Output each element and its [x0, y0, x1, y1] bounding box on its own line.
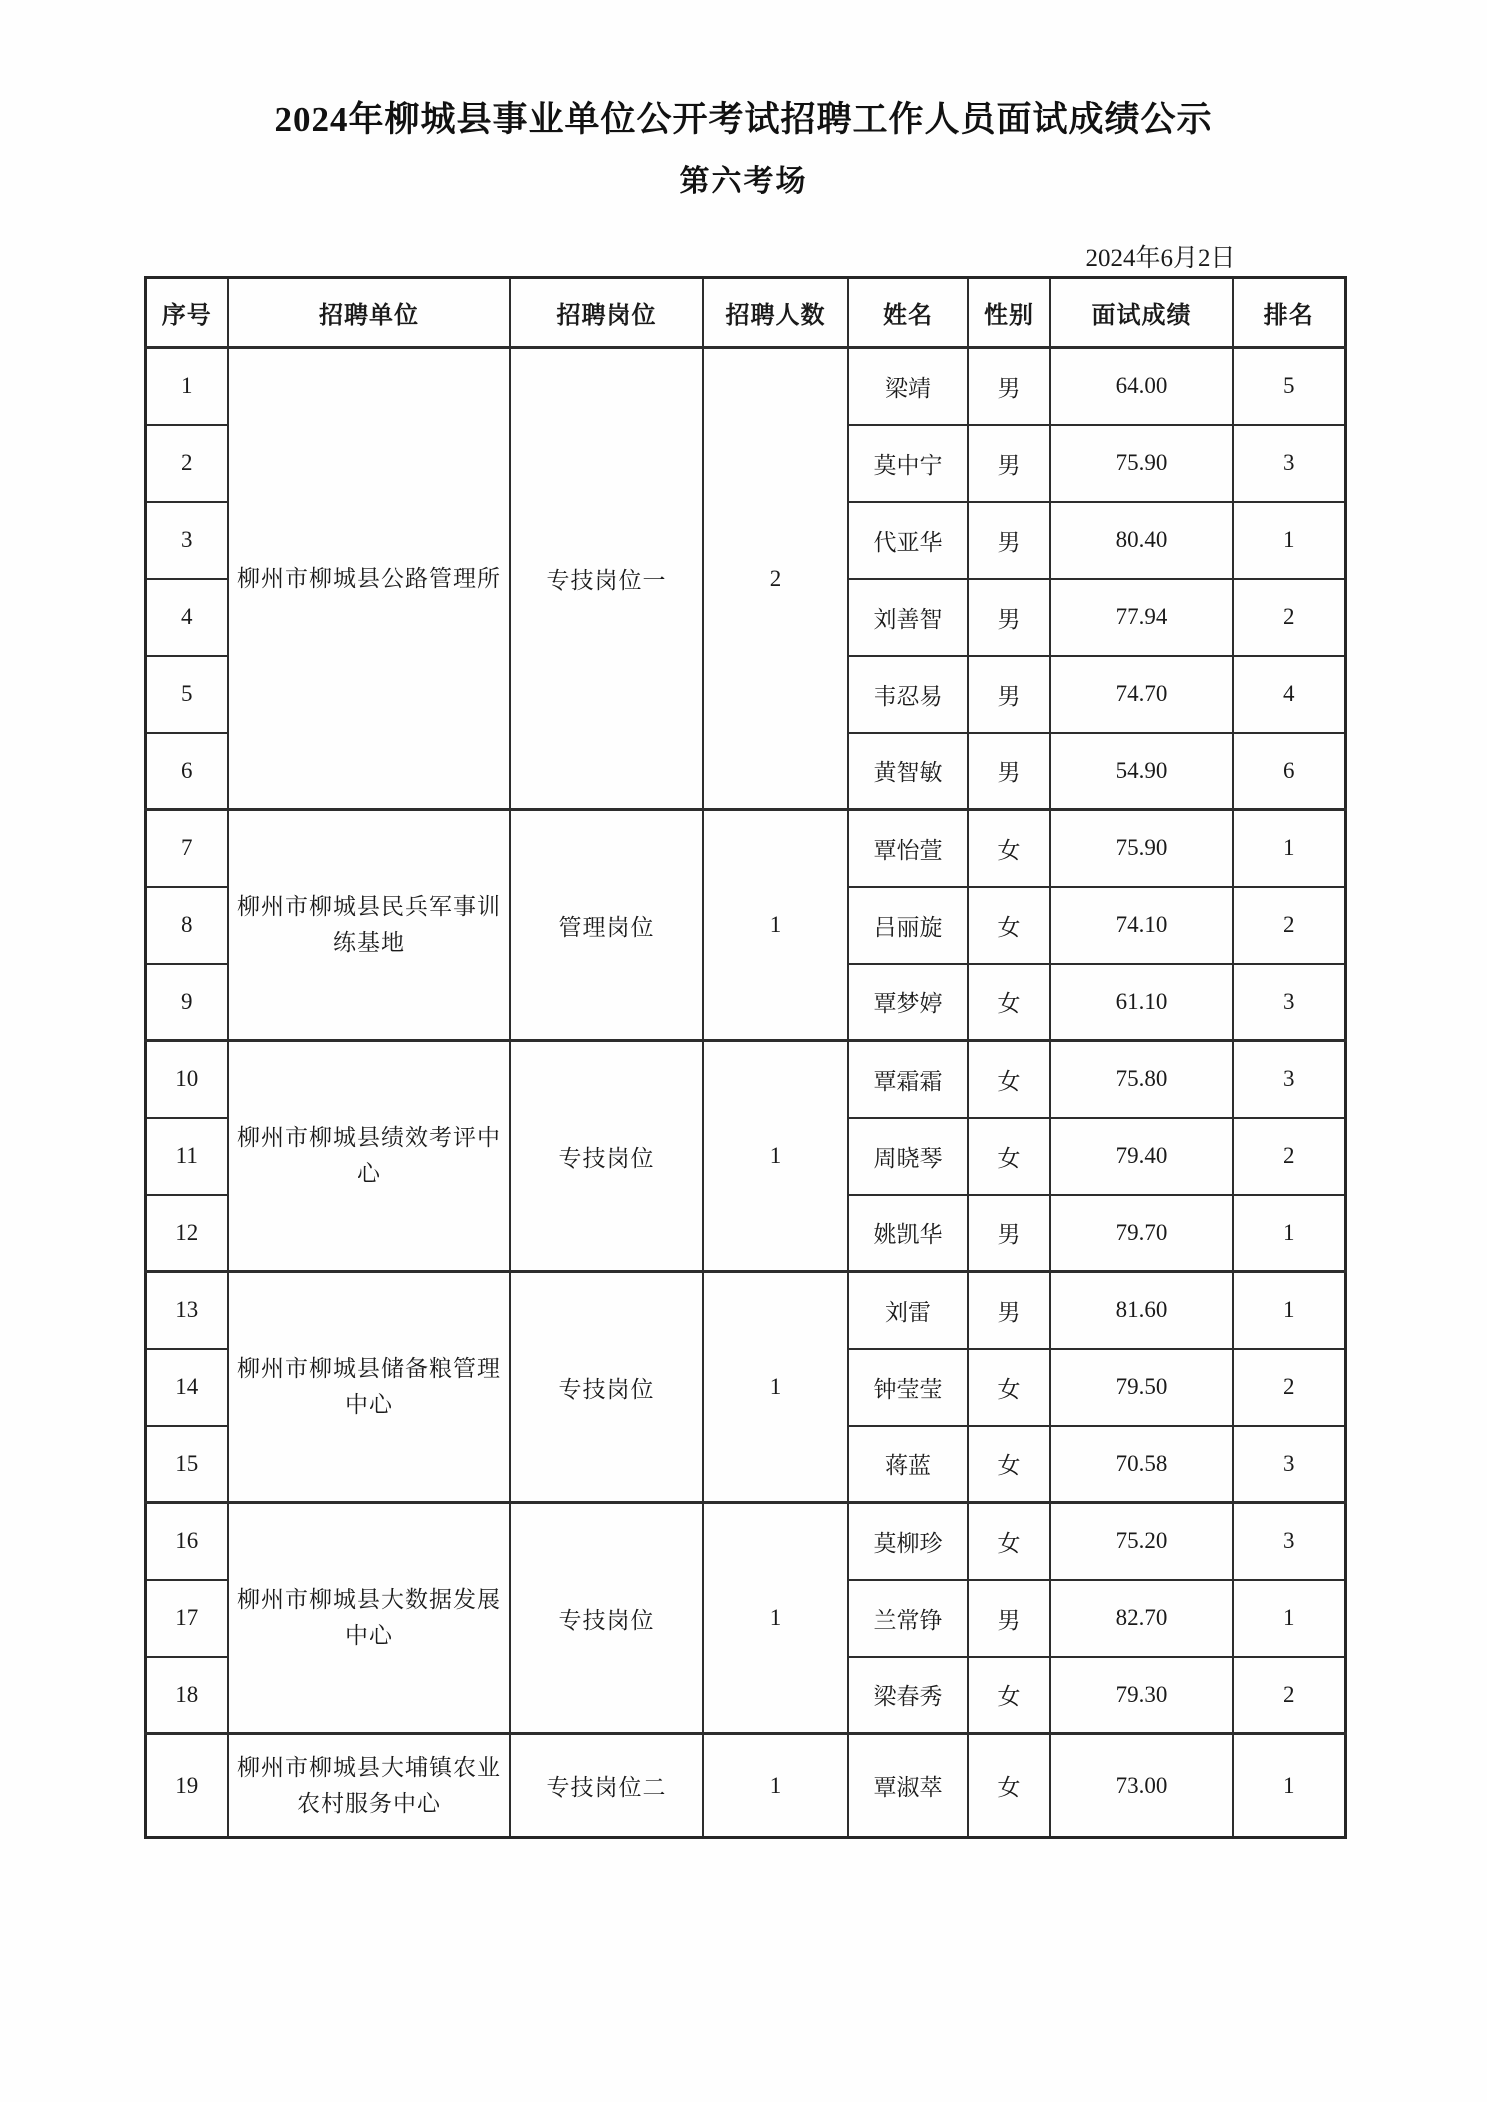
rank-cell: 1 [1233, 1580, 1345, 1657]
row-number-cell: 7 [145, 810, 228, 887]
header-recruit-count: 招聘人数 [703, 278, 848, 348]
exam-room-subtitle: 第六考场 [679, 165, 808, 198]
name-cell: 姚凯华 [848, 1195, 968, 1272]
unit-cell: 柳州市柳城县民兵军事训练基地 [228, 810, 510, 1041]
table-row [145, 810, 1345, 887]
score-cell: 73.00 [1050, 1734, 1233, 1838]
row-number-cell: 8 [145, 887, 228, 964]
position-cell: 专技岗位一 [510, 348, 703, 810]
score-cell: 81.60 [1050, 1272, 1233, 1349]
unit-cell: 柳州市柳城县大数据发展中心 [228, 1503, 510, 1734]
table-row [145, 1734, 1345, 1838]
name-cell: 兰常铮 [848, 1580, 968, 1657]
gender-cell: 女 [968, 1118, 1050, 1195]
score-cell: 77.94 [1050, 579, 1233, 656]
row-number-cell: 15 [145, 1426, 228, 1503]
recruit-count-cell: 1 [703, 810, 848, 1041]
gender-cell: 女 [968, 1349, 1050, 1426]
position-cell: 专技岗位 [510, 1503, 703, 1734]
recruit-count-cell: 1 [703, 1272, 848, 1503]
name-cell: 钟莹莹 [848, 1349, 968, 1426]
rank-cell: 3 [1233, 1041, 1345, 1118]
name-cell: 莫柳珍 [848, 1503, 968, 1580]
interview-results-table [144, 276, 1347, 1839]
recruit-count-cell: 1 [703, 1041, 848, 1272]
rank-cell: 3 [1233, 425, 1345, 502]
score-cell: 79.30 [1050, 1657, 1233, 1734]
name-cell: 韦忍易 [848, 656, 968, 733]
table-header [145, 278, 1345, 348]
name-cell: 覃怡萱 [848, 810, 968, 887]
row-number-cell: 12 [145, 1195, 228, 1272]
unit-cell: 柳州市柳城县绩效考评中心 [228, 1041, 510, 1272]
score-cell: 79.70 [1050, 1195, 1233, 1272]
score-cell: 79.40 [1050, 1118, 1233, 1195]
rank-cell: 2 [1233, 1657, 1345, 1734]
rank-cell: 2 [1233, 1349, 1345, 1426]
rank-cell: 2 [1233, 887, 1345, 964]
score-cell: 75.20 [1050, 1503, 1233, 1580]
name-cell: 刘雷 [848, 1272, 968, 1349]
name-cell: 蒋蓝 [848, 1426, 968, 1503]
gender-cell: 男 [968, 579, 1050, 656]
score-cell: 61.10 [1050, 964, 1233, 1041]
gender-cell: 男 [968, 733, 1050, 810]
gender-cell: 女 [968, 1041, 1050, 1118]
score-cell: 80.40 [1050, 502, 1233, 579]
rank-cell: 6 [1233, 733, 1345, 810]
results-table-body [145, 348, 1345, 1838]
row-number-cell: 1 [145, 348, 228, 425]
score-cell: 75.90 [1050, 425, 1233, 502]
gender-cell: 女 [968, 887, 1050, 964]
gender-cell: 女 [968, 1426, 1050, 1503]
name-cell: 覃梦婷 [848, 964, 968, 1041]
header-name: 姓名 [848, 278, 968, 348]
score-cell: 54.90 [1050, 733, 1233, 810]
name-cell: 周晓琴 [848, 1118, 968, 1195]
row-number-cell: 6 [145, 733, 228, 810]
gender-cell: 女 [968, 1657, 1050, 1734]
position-cell: 专技岗位 [510, 1272, 703, 1503]
gender-cell: 男 [968, 348, 1050, 425]
row-number-cell: 4 [145, 579, 228, 656]
row-number-cell: 2 [145, 425, 228, 502]
name-cell: 覃淑萃 [848, 1734, 968, 1838]
recruit-count-cell: 1 [703, 1503, 848, 1734]
gender-cell: 女 [968, 1734, 1050, 1838]
gender-cell: 男 [968, 425, 1050, 502]
score-cell: 75.90 [1050, 810, 1233, 887]
rank-cell: 1 [1233, 1195, 1345, 1272]
name-cell: 莫中宁 [848, 425, 968, 502]
position-cell: 专技岗位二 [510, 1734, 703, 1838]
gender-cell: 男 [968, 656, 1050, 733]
name-cell: 刘善智 [848, 579, 968, 656]
score-cell: 75.80 [1050, 1041, 1233, 1118]
row-number-cell: 14 [145, 1349, 228, 1426]
header-rank: 排名 [1233, 278, 1345, 348]
name-cell: 梁靖 [848, 348, 968, 425]
table-row [145, 1503, 1345, 1580]
header-row [145, 278, 1345, 348]
name-cell: 梁春秀 [848, 1657, 968, 1734]
rank-cell: 1 [1233, 1734, 1345, 1838]
header-gender: 性别 [968, 278, 1050, 348]
name-cell: 吕丽旋 [848, 887, 968, 964]
table-row [145, 348, 1345, 425]
gender-cell: 男 [968, 502, 1050, 579]
gender-cell: 男 [968, 1272, 1050, 1349]
row-number-cell: 9 [145, 964, 228, 1041]
row-number-cell: 10 [145, 1041, 228, 1118]
header-score: 面试成绩 [1050, 278, 1233, 348]
row-number-cell: 18 [145, 1657, 228, 1734]
row-number-cell: 5 [145, 656, 228, 733]
document-content [144, 238, 1344, 1839]
score-cell: 74.70 [1050, 656, 1233, 733]
row-number-cell: 17 [145, 1580, 228, 1657]
rank-cell: 3 [1233, 1426, 1345, 1503]
score-cell: 74.10 [1050, 887, 1233, 964]
row-number-cell: 19 [145, 1734, 228, 1838]
header-position: 招聘岗位 [510, 278, 703, 348]
unit-cell: 柳州市柳城县大埔镇农业农村服务中心 [228, 1734, 510, 1838]
unit-cell: 柳州市柳城县公路管理所 [228, 348, 510, 810]
gender-cell: 女 [968, 964, 1050, 1041]
rank-cell: 5 [1233, 348, 1345, 425]
rank-cell: 4 [1233, 656, 1345, 733]
rank-cell: 3 [1233, 1503, 1345, 1580]
document-date: 2024年6月2日 [1085, 245, 1236, 272]
header-seq: 序号 [145, 278, 228, 348]
name-cell: 代亚华 [848, 502, 968, 579]
rank-cell: 3 [1233, 964, 1345, 1041]
rank-cell: 1 [1233, 810, 1345, 887]
recruit-count-cell: 2 [703, 348, 848, 810]
rank-cell: 1 [1233, 1272, 1345, 1349]
gender-cell: 男 [968, 1195, 1050, 1272]
gender-cell: 男 [968, 1580, 1050, 1657]
rank-cell: 1 [1233, 502, 1345, 579]
row-number-cell: 11 [145, 1118, 228, 1195]
header-unit: 招聘单位 [228, 278, 510, 348]
name-cell: 黄智敏 [848, 733, 968, 810]
document-title: 2024年柳城县事业单位公开考试招聘工作人员面试成绩公示 [274, 100, 1213, 139]
gender-cell: 女 [968, 810, 1050, 887]
position-cell: 管理岗位 [510, 810, 703, 1041]
row-number-cell: 16 [145, 1503, 228, 1580]
score-cell: 64.00 [1050, 348, 1233, 425]
rank-cell: 2 [1233, 579, 1345, 656]
name-cell: 覃霜霜 [848, 1041, 968, 1118]
gender-cell: 女 [968, 1503, 1050, 1580]
table-row [145, 1272, 1345, 1349]
score-cell: 82.70 [1050, 1580, 1233, 1657]
score-cell: 79.50 [1050, 1349, 1233, 1426]
unit-cell: 柳州市柳城县储备粮管理中心 [228, 1272, 510, 1503]
table-row [145, 1041, 1345, 1118]
row-number-cell: 13 [145, 1272, 228, 1349]
row-number-cell: 3 [145, 502, 228, 579]
recruit-count-cell: 1 [703, 1734, 848, 1838]
rank-cell: 2 [1233, 1118, 1345, 1195]
score-cell: 70.58 [1050, 1426, 1233, 1503]
position-cell: 专技岗位 [510, 1041, 703, 1272]
